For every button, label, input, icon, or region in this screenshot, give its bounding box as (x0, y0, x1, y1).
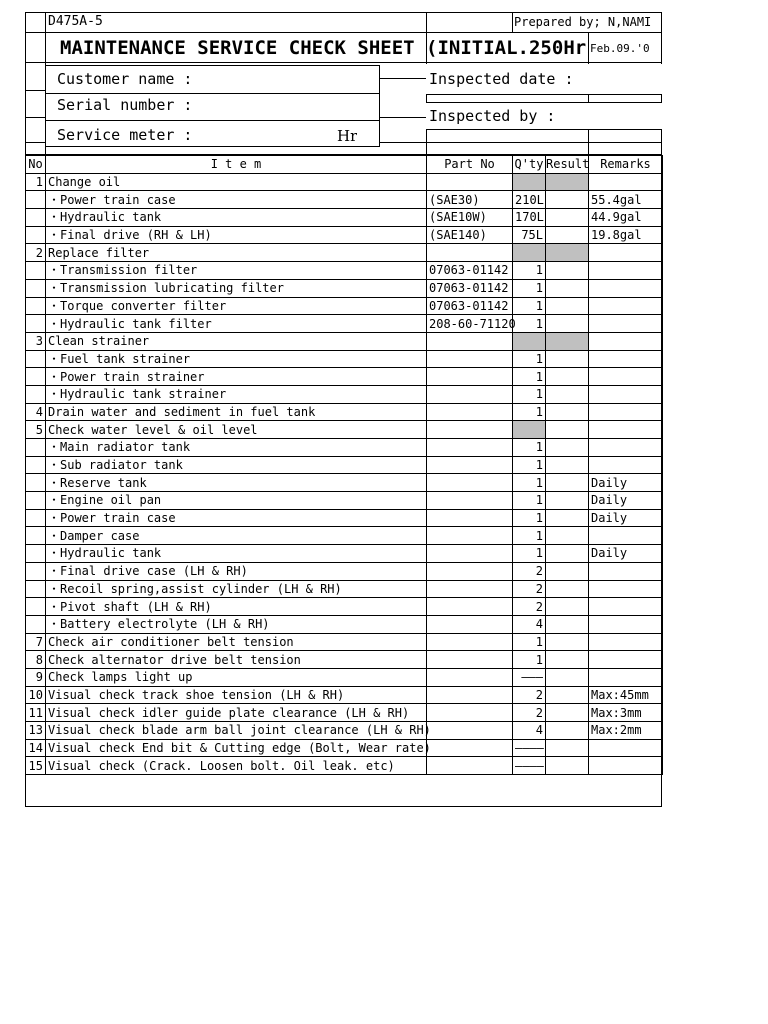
row-item: Drain water and sediment in fuel tank (46, 403, 427, 421)
row-qty: 1 (513, 350, 546, 368)
row-no (26, 598, 46, 616)
row-item: ・Power train case (46, 509, 427, 527)
row-result (546, 385, 589, 403)
row-item: ・Main radiator tank (46, 439, 427, 457)
row-part-no (427, 492, 513, 510)
row-qty: 1 (513, 633, 546, 651)
col-part: Part No (427, 156, 513, 174)
row-part-no (427, 244, 513, 262)
table-row (26, 456, 663, 474)
row-no (26, 562, 46, 580)
row-item: ・Hydraulic tank strainer (46, 385, 427, 403)
row-remarks (589, 297, 663, 315)
row-result (546, 668, 589, 686)
row-no (26, 492, 46, 510)
items-table (25, 155, 663, 775)
table-header (26, 156, 663, 174)
row-no: 10 (26, 686, 46, 704)
row-part-no (427, 403, 513, 421)
row-part-no (427, 633, 513, 651)
header-line-2 (25, 62, 662, 63)
table-row (26, 262, 663, 280)
service-meter-label: Service meter : (57, 126, 193, 144)
row-qty: 1 (513, 262, 546, 280)
row-remarks: 55.4gal (589, 191, 663, 209)
row-remarks (589, 262, 663, 280)
table-row (26, 739, 663, 757)
row-remarks (589, 332, 663, 350)
row-no: 4 (26, 403, 46, 421)
row-part-no (427, 580, 513, 598)
table-row (26, 439, 663, 457)
row-result (546, 527, 589, 545)
row-qty: 2 (513, 704, 546, 722)
row-qty (513, 421, 546, 439)
inspected-date-label: Inspected date : (429, 70, 574, 88)
table-row (26, 403, 663, 421)
row-remarks (589, 315, 663, 333)
table-row (26, 368, 663, 386)
row-part-no: (SAE140) (427, 226, 513, 244)
row-result (546, 474, 589, 492)
row-no (26, 279, 46, 297)
row-remarks: 44.9gal (589, 209, 663, 227)
insp-line-3 (426, 129, 662, 130)
row-no (26, 209, 46, 227)
table-row (26, 704, 663, 722)
table-row (26, 686, 663, 704)
row-no (26, 368, 46, 386)
row-remarks: Max:45mm (589, 686, 663, 704)
row-no (26, 439, 46, 457)
row-qty: ———— (513, 739, 546, 757)
row-qty: 1 (513, 297, 546, 315)
table-row (26, 598, 663, 616)
row-part-no: (SAE30) (427, 191, 513, 209)
row-qty: 2 (513, 580, 546, 598)
row-part-no: 07063-01142 (427, 297, 513, 315)
table-row (26, 527, 663, 545)
row-part-no (427, 704, 513, 722)
row-item: ・Torque converter filter (46, 297, 427, 315)
row-qty: 170L (513, 209, 546, 227)
row-remarks (589, 615, 663, 633)
row-qty: 1 (513, 492, 546, 510)
row-result (546, 315, 589, 333)
row-qty: 2 (513, 598, 546, 616)
row-result (546, 598, 589, 616)
row-part-no (427, 651, 513, 669)
row-part-no: 07063-01142 (427, 279, 513, 297)
row-result (546, 421, 589, 439)
row-qty: 4 (513, 615, 546, 633)
row-item: ・Battery electrolyte (LH & RH) (46, 615, 427, 633)
row-part-no (427, 562, 513, 580)
table-row (26, 297, 663, 315)
sheet-title: MAINTENANCE SERVICE CHECK SHEET (INITIAL.250Hr (60, 37, 587, 59)
row-remarks (589, 562, 663, 580)
row-remarks (589, 651, 663, 669)
row-part-no (427, 527, 513, 545)
row-no: 1 (26, 173, 46, 191)
table-row (26, 545, 663, 563)
left-tick-1 (25, 90, 45, 91)
row-result (546, 279, 589, 297)
row-item: ・Engine oil pan (46, 492, 427, 510)
row-remarks (589, 173, 663, 191)
row-qty: 4 (513, 722, 546, 740)
row-result (546, 492, 589, 510)
insp-line-1 (426, 94, 662, 95)
row-part-no: 07063-01142 (427, 262, 513, 280)
row-result (546, 456, 589, 474)
row-result (546, 615, 589, 633)
row-result (546, 509, 589, 527)
row-no (26, 527, 46, 545)
row-remarks: Max:3mm (589, 704, 663, 722)
row-part-no (427, 385, 513, 403)
row-part-no (427, 332, 513, 350)
row-item: Check water level & oil level (46, 421, 427, 439)
row-item: Visual check blade arm ball joint clearance (LH & RH) (46, 722, 427, 740)
row-no (26, 297, 46, 315)
row-no: 9 (26, 668, 46, 686)
col-item: I t e m (46, 156, 427, 174)
row-no: 14 (26, 739, 46, 757)
row-result (546, 173, 589, 191)
row-no (26, 580, 46, 598)
table-row (26, 315, 663, 333)
row-result (546, 562, 589, 580)
table-row (26, 209, 663, 227)
row-qty: 2 (513, 562, 546, 580)
row-result (546, 297, 589, 315)
prepared-by: Prepared by; N,NAMI (514, 15, 652, 29)
row-qty: 210L (513, 191, 546, 209)
row-result (546, 704, 589, 722)
row-no (26, 385, 46, 403)
row-qty (513, 173, 546, 191)
row-result (546, 403, 589, 421)
row-item: ・Transmission lubricating filter (46, 279, 427, 297)
row-no (26, 509, 46, 527)
table-row (26, 509, 663, 527)
row-no (26, 262, 46, 280)
row-qty: 1 (513, 279, 546, 297)
row-remarks (589, 757, 663, 775)
row-result (546, 332, 589, 350)
row-part-no (427, 509, 513, 527)
row-item: ・Final drive (RH & LH) (46, 226, 427, 244)
customer-name-label: Customer name : (57, 70, 193, 88)
row-qty: 1 (513, 474, 546, 492)
sheet-date: Feb.09.'0 (590, 42, 650, 55)
row-part-no (427, 598, 513, 616)
row-part-no (427, 739, 513, 757)
row-qty: 1 (513, 651, 546, 669)
row-item: Visual check track shoe tension (LH & RH) (46, 686, 427, 704)
row-remarks (589, 350, 663, 368)
check-sheet (25, 12, 662, 807)
row-qty: ——— (513, 668, 546, 686)
row-part-no (427, 757, 513, 775)
row-item: ・Hydraulic tank (46, 545, 427, 563)
table-row (26, 421, 663, 439)
row-part-no (427, 456, 513, 474)
row-part-no (427, 668, 513, 686)
table-row (26, 757, 663, 775)
row-remarks (589, 421, 663, 439)
row-item: Clean strainer (46, 332, 427, 350)
row-qty: 1 (513, 456, 546, 474)
row-remarks (589, 439, 663, 457)
row-item: Check lamps light up (46, 668, 427, 686)
row-result (546, 757, 589, 775)
row-item: ・Fuel tank strainer (46, 350, 427, 368)
row-result (546, 209, 589, 227)
col-no: No (26, 156, 46, 174)
model-number: D475A-5 (48, 14, 103, 29)
row-item: Visual check idler guide plate clearance (LH & RH) (46, 704, 427, 722)
row-qty: 1 (513, 509, 546, 527)
row-remarks (589, 598, 663, 616)
row-qty: 75L (513, 226, 546, 244)
row-no: 2 (26, 244, 46, 262)
row-remarks (589, 633, 663, 651)
row-result (546, 350, 589, 368)
row-remarks: Daily (589, 509, 663, 527)
row-item: ・Hydraulic tank filter (46, 315, 427, 333)
row-result (546, 439, 589, 457)
row-part-no (427, 350, 513, 368)
row-item: ・Reserve tank (46, 474, 427, 492)
row-remarks (589, 368, 663, 386)
table-row (26, 279, 663, 297)
mid-tick-1 (380, 78, 426, 79)
row-remarks (589, 279, 663, 297)
row-result (546, 686, 589, 704)
row-remarks (589, 668, 663, 686)
row-remarks (589, 385, 663, 403)
row-no: 8 (26, 651, 46, 669)
row-qty: 1 (513, 439, 546, 457)
table-row (26, 191, 663, 209)
row-no: 15 (26, 757, 46, 775)
row-remarks (589, 739, 663, 757)
row-item: ・Final drive case (LH & RH) (46, 562, 427, 580)
header-line-1 (25, 32, 662, 33)
row-item: Change oil (46, 173, 427, 191)
row-item: Visual check End bit & Cutting edge (Bolt, Wear rate) (46, 739, 427, 757)
row-item: Check air conditioner belt tension (46, 633, 427, 651)
table-row (26, 562, 663, 580)
inspected-by-label: Inspected by : (429, 107, 556, 125)
table-row (26, 173, 663, 191)
row-part-no (427, 173, 513, 191)
table-row (26, 492, 663, 510)
row-part-no (427, 722, 513, 740)
row-qty: 1 (513, 368, 546, 386)
row-no: 3 (26, 332, 46, 350)
row-remarks: Daily (589, 545, 663, 563)
row-result (546, 545, 589, 563)
row-item: ・Power train strainer (46, 368, 427, 386)
row-remarks: Max:2mm (589, 722, 663, 740)
row-remarks: Daily (589, 474, 663, 492)
row-part-no (427, 686, 513, 704)
row-item: ・Power train case (46, 191, 427, 209)
row-no (26, 191, 46, 209)
row-no (26, 615, 46, 633)
row-qty (513, 332, 546, 350)
row-remarks (589, 527, 663, 545)
row-remarks (589, 403, 663, 421)
row-part-no (427, 615, 513, 633)
table-row (26, 633, 663, 651)
row-qty: 1 (513, 315, 546, 333)
table-row (26, 580, 663, 598)
row-item: ・Damper case (46, 527, 427, 545)
row-no (26, 474, 46, 492)
row-qty: 1 (513, 403, 546, 421)
row-part-no: 208-60-71120 (427, 315, 513, 333)
row-item: Visual check (Crack. Loosen bolt. Oil leak. etc) (46, 757, 427, 775)
row-no (26, 315, 46, 333)
mid-tick-2 (380, 117, 426, 118)
row-qty: 1 (513, 385, 546, 403)
row-part-no (427, 439, 513, 457)
row-remarks: Daily (589, 492, 663, 510)
col-remarks: Remarks (589, 156, 663, 174)
row-result (546, 739, 589, 757)
row-no: 7 (26, 633, 46, 651)
row-remarks (589, 456, 663, 474)
row-result (546, 368, 589, 386)
row-no: 11 (26, 704, 46, 722)
row-part-no (427, 474, 513, 492)
table-row (26, 244, 663, 262)
table-row (26, 474, 663, 492)
row-qty: 2 (513, 686, 546, 704)
row-item: Check alternator drive belt tension (46, 651, 427, 669)
row-result (546, 580, 589, 598)
table-row (26, 668, 663, 686)
table-row (26, 332, 663, 350)
row-result (546, 244, 589, 262)
row-item: ・Transmission filter (46, 262, 427, 280)
col-qty: Q'ty (513, 156, 546, 174)
row-part-no (427, 421, 513, 439)
row-part-no: (SAE10W) (427, 209, 513, 227)
row-result (546, 651, 589, 669)
service-meter-unit: Hr (337, 127, 358, 145)
row-result (546, 262, 589, 280)
table-row (26, 350, 663, 368)
table-row (26, 615, 663, 633)
serial-number-label: Serial number : (57, 96, 193, 114)
row-item: ・Recoil spring,assist cylinder (LH & RH) (46, 580, 427, 598)
table-row (26, 385, 663, 403)
left-tick-2 (25, 117, 45, 118)
row-remarks: 19.8gal (589, 226, 663, 244)
row-no: 13 (26, 722, 46, 740)
row-result (546, 633, 589, 651)
header-prep-line (512, 12, 513, 32)
table-row (26, 651, 663, 669)
table-row (26, 226, 663, 244)
row-part-no (427, 545, 513, 563)
table-row (26, 722, 663, 740)
row-remarks (589, 244, 663, 262)
row-item: ・Pivot shaft (LH & RH) (46, 598, 427, 616)
row-no (26, 226, 46, 244)
row-no (26, 545, 46, 563)
row-item: Replace filter (46, 244, 427, 262)
row-qty: ———— (513, 757, 546, 775)
row-result (546, 226, 589, 244)
row-qty: 1 (513, 545, 546, 563)
row-result (546, 191, 589, 209)
col-result: Result (546, 157, 590, 172)
row-no (26, 350, 46, 368)
row-qty: 1 (513, 527, 546, 545)
row-qty (513, 244, 546, 262)
row-no: 5 (26, 421, 46, 439)
row-remarks (589, 580, 663, 598)
row-result (546, 722, 589, 740)
row-item: ・Sub radiator tank (46, 456, 427, 474)
row-part-no (427, 368, 513, 386)
row-no (26, 456, 46, 474)
row-item: ・Hydraulic tank (46, 209, 427, 227)
